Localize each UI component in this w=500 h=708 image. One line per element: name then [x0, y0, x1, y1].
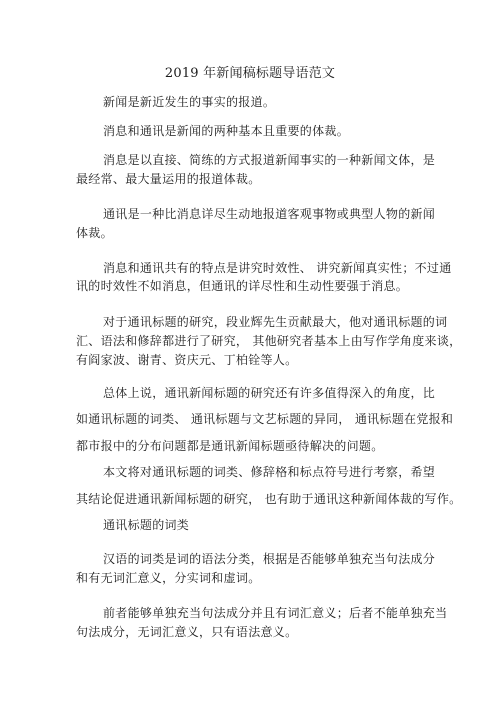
text-line: 通讯是一种比消息详尽生动地报道客观事物或典型人物的新闻 [103, 207, 436, 221]
text-line: 其结论促进通讯新闻标题的研究， 也有助于通讯这种新闻体裁的写作。 [76, 492, 462, 506]
text-line: 汇、语法和修辞都进行了研究， 其他研究者基本上由写作学角度来谈， [76, 334, 462, 348]
text-line: 有阎家波、谢青、资庆元、丁柏铨等人。 [76, 353, 298, 367]
text-line: 前者能够单独充当句法成分并且有词汇意义；后者不能单独充当 [103, 606, 448, 620]
text-line: 如通讯标题的词类、 通讯标题与文艺标题的异同， 通讯标题在党报和 [76, 412, 454, 426]
text-line: 本文将对通讯标题的词类、修辞格和标点符号进行考察，希望 [103, 465, 436, 479]
text-line: 最经常、最大量运用的报道体裁。 [76, 172, 261, 186]
text-line: 消息是以直接、简练的方式报道新闻事实的一种新闻文体，是 [103, 153, 436, 167]
text-line: 体裁。 [76, 226, 113, 240]
section-heading: 通讯标题的词类 [103, 518, 190, 532]
text-line: 汉语的词类是词的语法分类，根据是否能够单独充当句法成分 [103, 552, 436, 566]
text-line: 消息和通讯共有的特点是讲究时效性、 讲究新闻真实性；不过通 [103, 261, 452, 275]
text-line: 句法成分，无词汇意义，只有语法意义。 [76, 625, 298, 639]
text-line: 和有无词汇意义，分实词和虚词。 [76, 571, 261, 585]
text-line: 总体上说，通讯新闻标题的研究还有许多值得深入的角度，比 [103, 386, 436, 400]
document-title: 2019 年新闻稿标题导语范文 [164, 66, 336, 81]
text-line: 对于通讯标题的研究，段业辉先生贡献最大，他对通讯标题的词 [103, 315, 448, 329]
text-line: 新闻是新近发生的事实的报道。 [103, 95, 276, 109]
text-line: 都市报中的分布问题都是通讯新闻标题亟待解决的问题。 [76, 439, 384, 453]
text-line: 讯的时效性不如消息，但通讯的详尽性和生动性要强于消息。 [76, 279, 409, 293]
text-line: 消息和通讯是新闻的两种基本且重要的体裁。 [103, 124, 350, 138]
